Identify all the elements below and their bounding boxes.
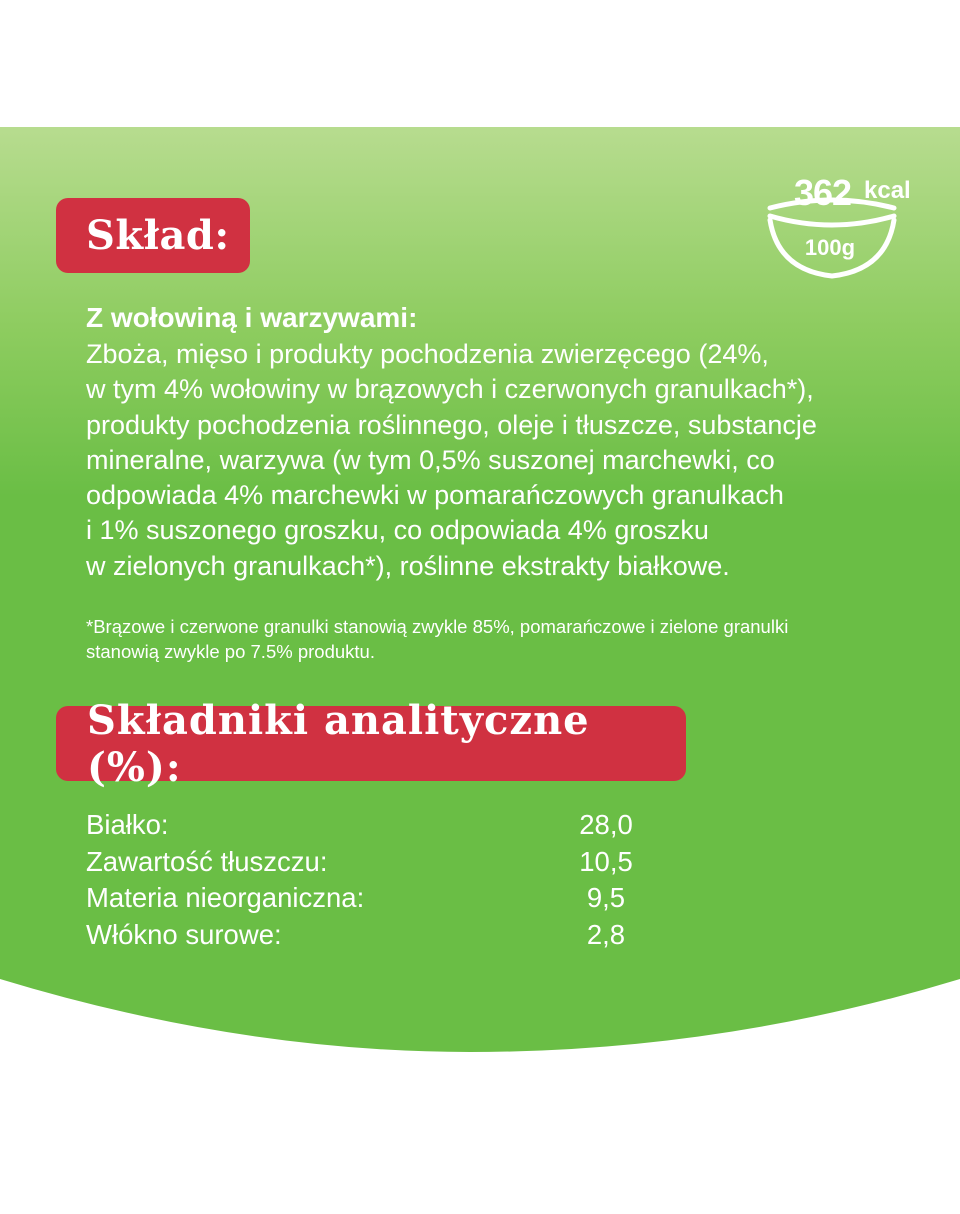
- calorie-value: 362: [794, 172, 852, 213]
- analytic-table: [86, 807, 686, 953]
- ingredients-text: [86, 337, 926, 584]
- analytic-label: Włókno surowe:: [86, 918, 282, 950]
- ingredient-line: mineralne, warzywa (w tym 0,5% suszonej marchewki, co: [86, 444, 775, 475]
- analytic-row-fibre: [86, 917, 686, 954]
- analytic-value: 2,8: [586, 918, 626, 950]
- composition-heading-text: Skład:: [86, 212, 230, 259]
- analytic-heading-text: Składniki analityczne (%):: [87, 696, 590, 791]
- analytic-row-fat: [86, 844, 686, 881]
- analytic-value: 9,5: [586, 882, 626, 913]
- ingredient-line: w tym 4% wołowiny w brązowych i czerwonych granulkach*),: [86, 374, 814, 405]
- analytic-heading: [56, 696, 686, 791]
- analytic-label: Zawartość tłuszczu:: [86, 845, 328, 877]
- analytic-label: Białko:: [86, 809, 169, 840]
- calorie-badge: [760, 168, 920, 288]
- analytic-value: 28,0: [579, 809, 633, 840]
- ingredient-line: odpowiada 4% marchewki w pomarańczowych granulkach: [86, 480, 784, 511]
- analytic-row-ash: [86, 880, 686, 917]
- ingredient-line: i 1% suszonego groszku, co odpowiada 4% groszku: [86, 515, 709, 546]
- composition-heading: [56, 198, 250, 273]
- analytic-label: Materia nieorganiczna:: [86, 882, 365, 913]
- portion-size: 100g: [804, 235, 856, 260]
- ingredient-line: produkty pochodzenia roślinnego, oleje i tłuszcze, substancje: [86, 409, 817, 440]
- analytic-row-protein: [86, 807, 686, 844]
- analytic-value: 10,5: [579, 845, 633, 877]
- variant-title: Z wołowiną i warzywami:: [86, 302, 418, 333]
- ingredient-line: w zielonych granulkach*), roślinne ekstrakty białkowe.: [86, 550, 730, 581]
- ingredient-line: Zboża, mięso i produkty pochodzenia zwierzęcego (24%,: [86, 339, 769, 369]
- footnote-line: *Brązowe i czerwone granulki stanowią zwykle 85%, pomarańczowe i zielone granulki: [86, 616, 789, 637]
- footnote-line: stanowią zwykle po 7.5% produktu.: [86, 640, 375, 662]
- calorie-unit: kcal: [864, 177, 911, 204]
- granule-footnote: [86, 615, 906, 664]
